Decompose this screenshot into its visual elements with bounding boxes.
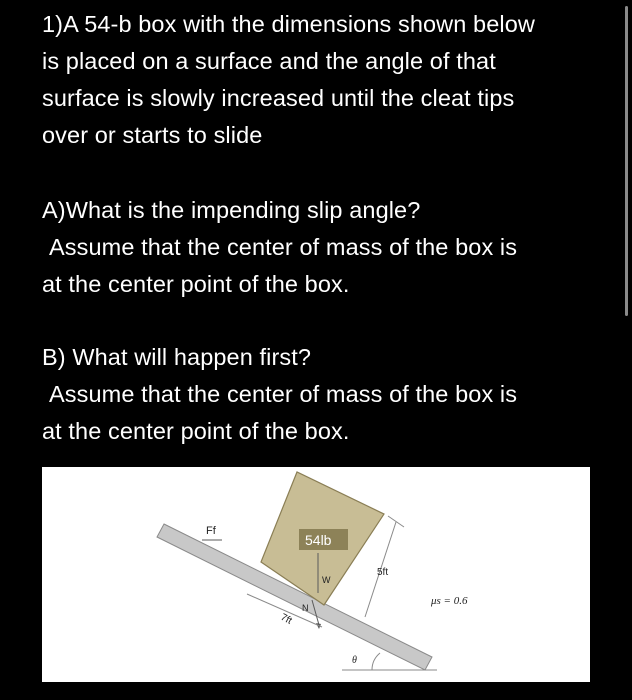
part-a-line: Assume that the center of mass of the box is (49, 234, 518, 260)
angle-arc (372, 653, 380, 670)
mu-label: μs = 0.6 (431, 595, 468, 607)
normal-label: N (302, 603, 309, 613)
height-dimension-cap (388, 516, 404, 527)
friction-label: Ff (206, 525, 216, 537)
weight-label: 54lb (305, 532, 332, 548)
question-line: is placed on a surface and the angle of that (42, 48, 496, 74)
part-a-text (42, 192, 602, 303)
height-label: 5ft (377, 567, 389, 578)
width-label: 7ft (278, 611, 294, 627)
part-b-line: B) What will happen first? (42, 344, 312, 370)
question-text (42, 6, 602, 154)
w-label: W (322, 575, 331, 585)
question-line: 1)A 54-b box with the dimensions shown below (42, 11, 535, 37)
part-b-line: Assume that the center of mass of the box is (49, 381, 518, 407)
part-a-line: A)What is the impending slip angle? (42, 197, 421, 223)
question-line: over or starts to slide (42, 122, 263, 148)
part-a-line: at the center point of the box. (42, 271, 350, 297)
box-diagram (42, 467, 590, 682)
scrollbar[interactable] (625, 6, 628, 316)
question-line: surface is slowly increased until the cleat tips (42, 85, 515, 111)
part-b-line: at the center point of the box. (42, 418, 350, 444)
theta-label: θ (352, 655, 357, 666)
part-b-text (42, 339, 602, 450)
